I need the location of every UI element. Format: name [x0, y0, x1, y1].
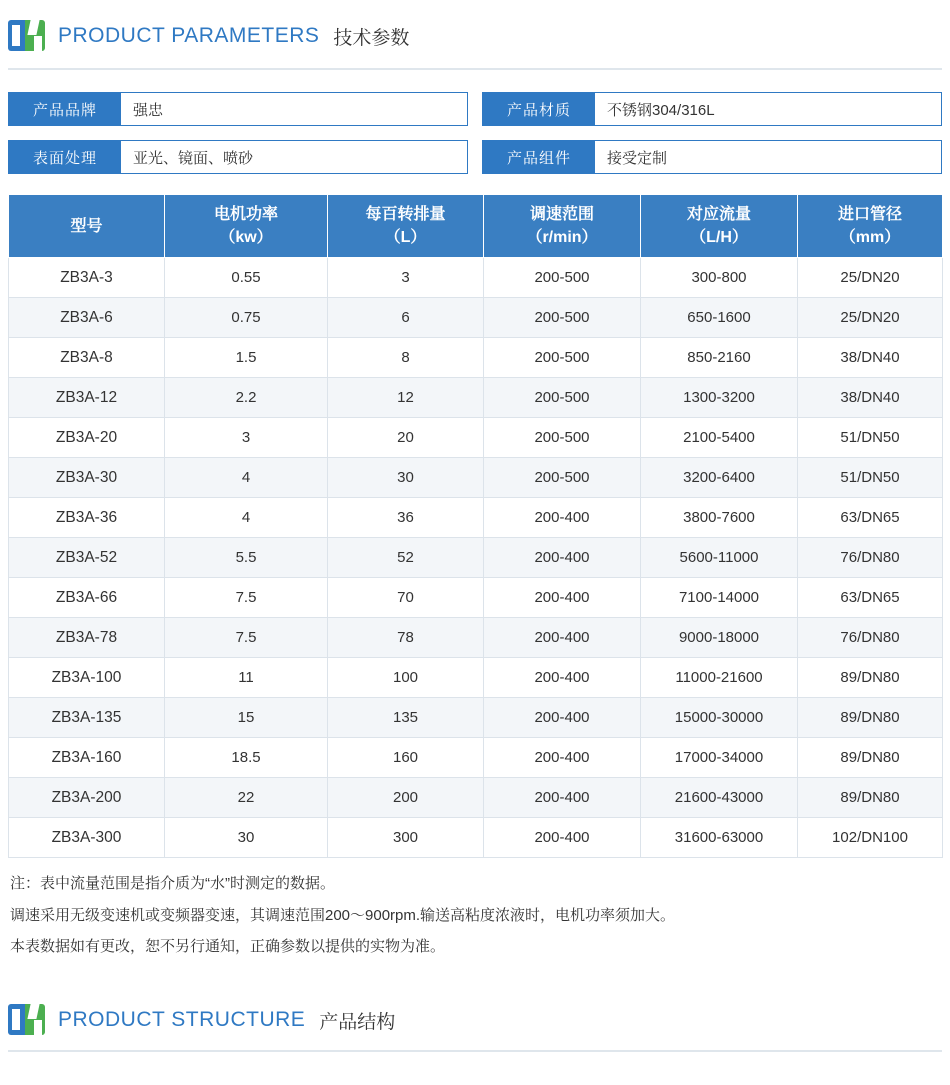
cell-flow: 650-1600 — [641, 298, 798, 338]
column-header-speed-range — [484, 195, 641, 258]
column-header-inlet-diameter — [798, 195, 943, 258]
cell-power: 0.55 — [165, 258, 328, 298]
cell-flow: 5600-11000 — [641, 538, 798, 578]
cell-model: ZB3A-30 — [9, 458, 165, 498]
info-value-surface: 亚光、镜面、喷砂 — [121, 141, 467, 173]
table-row — [9, 258, 943, 298]
logo-icon — [8, 18, 46, 54]
info-value-material: 不锈钢304/316L — [595, 93, 941, 125]
info-row-brand — [8, 92, 468, 126]
cell-power: 11 — [165, 658, 328, 698]
cell-flow: 2100-5400 — [641, 418, 798, 458]
table-row — [9, 338, 943, 378]
cell-displacement: 3 — [328, 258, 484, 298]
cell-displacement: 30 — [328, 458, 484, 498]
column-header-line1: 电机功率 — [213, 206, 278, 223]
cell-flow: 31600-63000 — [641, 818, 798, 858]
table-row — [9, 498, 943, 538]
cell-power: 3 — [165, 418, 328, 458]
cell-displacement: 160 — [328, 738, 484, 778]
cell-inlet-diameter: 89/DN80 — [798, 778, 943, 818]
cell-model: ZB3A-6 — [9, 298, 165, 338]
cell-power: 1.5 — [165, 338, 328, 378]
cell-power: 0.75 — [165, 298, 328, 338]
cell-displacement: 52 — [328, 538, 484, 578]
column-header-flow — [641, 195, 798, 258]
cell-inlet-diameter: 38/DN40 — [798, 378, 943, 418]
cell-speed-range: 200-400 — [484, 738, 641, 778]
note-line: 调速采用无级变速机或变频器变速，其调速范围200～900rpm.输送高粘度浓液时，电机功率须加大。 — [10, 906, 676, 924]
cell-displacement: 78 — [328, 618, 484, 658]
info-value-components: 接受定制 — [595, 141, 941, 173]
cell-displacement: 200 — [328, 778, 484, 818]
cell-power: 5.5 — [165, 538, 328, 578]
section-title-cn: 技术参数 — [333, 27, 410, 49]
cell-speed-range: 200-400 — [484, 498, 641, 538]
table-row — [9, 698, 943, 738]
cell-inlet-diameter: 51/DN50 — [798, 458, 943, 498]
logo-icon — [8, 1002, 46, 1038]
column-header-line1: 对应流量 — [686, 206, 751, 223]
section-title-en: PRODUCT STRUCTURE — [58, 1008, 306, 1032]
note-line: 注：表中流量范围是指介质为“水”时测定的数据。 — [10, 875, 335, 893]
table-row — [9, 298, 943, 338]
cell-speed-range: 200-400 — [484, 658, 641, 698]
section-header-structure — [8, 984, 942, 1052]
note-line: 本表数据如有更改，恕不另行通知，正确参数以提供的实物为准。 — [10, 937, 446, 955]
cell-power: 4 — [165, 498, 328, 538]
section-title-en: PRODUCT PARAMETERS — [58, 24, 320, 47]
column-header-line2: （kw） — [219, 229, 273, 247]
parameters-table — [8, 194, 943, 858]
column-header-displacement — [328, 195, 484, 258]
table-notes — [8, 872, 942, 958]
cell-displacement: 70 — [328, 578, 484, 618]
cell-inlet-diameter: 25/DN20 — [798, 298, 943, 338]
cell-model: ZB3A-52 — [9, 538, 165, 578]
cell-inlet-diameter: 51/DN50 — [798, 418, 943, 458]
cell-displacement: 36 — [328, 498, 484, 538]
section-title-cn: 产品结构 — [319, 1011, 396, 1033]
cell-model: ZB3A-36 — [9, 498, 165, 538]
info-column-right — [482, 92, 942, 174]
info-label-brand: 产品品牌 — [9, 93, 121, 125]
table-header-row — [9, 195, 943, 258]
cell-inlet-diameter: 63/DN65 — [798, 498, 943, 538]
cell-inlet-diameter: 89/DN80 — [798, 658, 943, 698]
column-header-line2: （L/H） — [690, 229, 748, 247]
cell-model: ZB3A-200 — [9, 778, 165, 818]
cell-power: 15 — [165, 698, 328, 738]
cell-displacement: 20 — [328, 418, 484, 458]
cell-model: ZB3A-135 — [9, 698, 165, 738]
info-label-components: 产品组件 — [483, 141, 595, 173]
table-row — [9, 818, 943, 858]
column-header-line1: 每百转排量 — [365, 206, 446, 223]
cell-speed-range: 200-400 — [484, 778, 641, 818]
cell-model: ZB3A-300 — [9, 818, 165, 858]
cell-displacement: 8 — [328, 338, 484, 378]
cell-power: 7.5 — [165, 618, 328, 658]
table-row — [9, 378, 943, 418]
table-row — [9, 778, 943, 818]
info-value-brand: 强忠 — [121, 93, 467, 125]
info-column-left — [8, 92, 468, 174]
cell-speed-range: 200-400 — [484, 538, 641, 578]
table-row — [9, 458, 943, 498]
table-row — [9, 578, 943, 618]
cell-displacement: 12 — [328, 378, 484, 418]
cell-inlet-diameter: 89/DN80 — [798, 738, 943, 778]
cell-speed-range: 200-400 — [484, 698, 641, 738]
cell-speed-range: 200-500 — [484, 258, 641, 298]
cell-speed-range: 200-500 — [484, 418, 641, 458]
column-header-line1: 调速范围 — [529, 206, 594, 223]
column-header-line2: （L） — [384, 229, 427, 247]
cell-flow: 1300-3200 — [641, 378, 798, 418]
cell-power: 18.5 — [165, 738, 328, 778]
cell-inlet-diameter: 76/DN80 — [798, 618, 943, 658]
cell-power: 2.2 — [165, 378, 328, 418]
cell-displacement: 135 — [328, 698, 484, 738]
product-info-grid — [8, 92, 942, 174]
cell-speed-range: 200-400 — [484, 618, 641, 658]
info-row-surface — [8, 140, 468, 174]
cell-inlet-diameter: 89/DN80 — [798, 698, 943, 738]
column-header-line2: （r/min） — [526, 229, 598, 247]
cell-flow: 3800-7600 — [641, 498, 798, 538]
cell-speed-range: 200-500 — [484, 298, 641, 338]
cell-inlet-diameter: 102/DN100 — [798, 818, 943, 858]
table-row — [9, 418, 943, 458]
cell-model: ZB3A-3 — [9, 258, 165, 298]
info-row-material — [482, 92, 942, 126]
column-header-line2: （mm） — [839, 229, 901, 247]
cell-model: ZB3A-12 — [9, 378, 165, 418]
cell-model: ZB3A-100 — [9, 658, 165, 698]
table-row — [9, 538, 943, 578]
cell-speed-range: 200-500 — [484, 338, 641, 378]
cell-flow: 21600-43000 — [641, 778, 798, 818]
section-header-parameters — [8, 0, 942, 70]
cell-inlet-diameter: 76/DN80 — [798, 538, 943, 578]
cell-flow: 850-2160 — [641, 338, 798, 378]
cell-flow: 9000-18000 — [641, 618, 798, 658]
cell-power: 4 — [165, 458, 328, 498]
cell-speed-range: 200-400 — [484, 818, 641, 858]
cell-inlet-diameter: 63/DN65 — [798, 578, 943, 618]
cell-model: ZB3A-8 — [9, 338, 165, 378]
column-header-model — [9, 195, 165, 258]
cell-power: 22 — [165, 778, 328, 818]
column-header-line1: 进口管径 — [837, 206, 902, 223]
column-header-power — [165, 195, 328, 258]
table-row — [9, 658, 943, 698]
cell-inlet-diameter: 25/DN20 — [798, 258, 943, 298]
info-label-material: 产品材质 — [483, 93, 595, 125]
cell-flow: 11000-21600 — [641, 658, 798, 698]
cell-speed-range: 200-500 — [484, 458, 641, 498]
cell-power: 7.5 — [165, 578, 328, 618]
column-header-line1: 型号 — [70, 217, 103, 235]
cell-speed-range: 200-400 — [484, 578, 641, 618]
cell-model: ZB3A-78 — [9, 618, 165, 658]
info-row-components — [482, 140, 942, 174]
cell-flow: 17000-34000 — [641, 738, 798, 778]
table-row — [9, 618, 943, 658]
cell-inlet-diameter: 38/DN40 — [798, 338, 943, 378]
cell-model: ZB3A-66 — [9, 578, 165, 618]
cell-flow: 3200-6400 — [641, 458, 798, 498]
table-row — [9, 738, 943, 778]
cell-flow: 7100-14000 — [641, 578, 798, 618]
cell-model: ZB3A-20 — [9, 418, 165, 458]
info-label-surface: 表面处理 — [9, 141, 121, 173]
cell-model: ZB3A-160 — [9, 738, 165, 778]
cell-displacement: 6 — [328, 298, 484, 338]
cell-flow: 300-800 — [641, 258, 798, 298]
cell-flow: 15000-30000 — [641, 698, 798, 738]
cell-power: 30 — [165, 818, 328, 858]
cell-speed-range: 200-500 — [484, 378, 641, 418]
cell-displacement: 300 — [328, 818, 484, 858]
cell-displacement: 100 — [328, 658, 484, 698]
